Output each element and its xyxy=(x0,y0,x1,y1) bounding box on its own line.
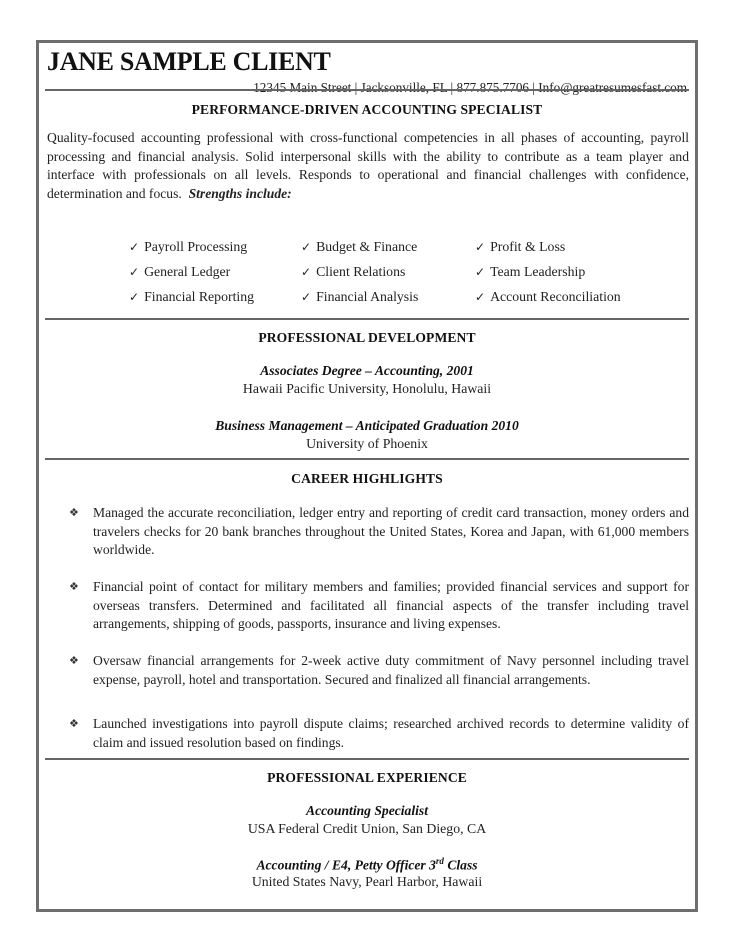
diamond-bullet-icon: ❖ xyxy=(69,506,79,519)
strength-item: ✓ Financial Analysis xyxy=(301,289,419,304)
job-employer: United States Navy, Pearl Harbor, Hawaii xyxy=(251,874,483,889)
section-divider xyxy=(45,758,689,760)
education-school: University of Phoenix xyxy=(306,436,428,451)
education-school: Hawaii Pacific University, Honolulu, Hawaii xyxy=(242,381,492,396)
strength-item: ✓ Profit & Loss xyxy=(475,239,566,254)
strength-item: ✓ Team Leadership xyxy=(475,264,586,279)
education-title: Associates Degree – Accounting, 2001 xyxy=(260,363,474,378)
diamond-bullet-icon: ❖ xyxy=(69,580,79,593)
strengths-label: Strengths include: xyxy=(188,185,292,201)
section-divider xyxy=(45,458,689,460)
job-title: Accounting Specialist xyxy=(306,803,428,818)
job-employer: USA Federal Credit Union, San Diego, CA xyxy=(247,821,487,836)
list-item: ❖ Managed the accurate reconciliation, ledger entry and reporting of credit card transaction, money orders and travelers checks for 20 bank branches throughout the United States, Korea and Japan, with 61,000 members worldwide. xyxy=(69,505,689,558)
list-item: ❖ Oversaw financial arrangements for 2-week active duty commitment of Navy personnel including travel expense, payroll, hotel and transportation. Secured and finalized all financial arrangements. xyxy=(69,653,689,687)
strength-item: ✓ General Ledger xyxy=(129,264,231,279)
list-item: ❖ Launched investigations into payroll dispute claims; researched archived records to determine validity of claim and issued resolution based on findings. xyxy=(69,716,689,750)
diamond-bullet-icon: ❖ xyxy=(69,654,79,667)
check-icon: ✓ xyxy=(129,240,140,254)
check-icon: ✓ xyxy=(129,290,140,304)
check-icon: ✓ xyxy=(475,290,486,304)
check-icon: ✓ xyxy=(129,265,140,279)
contact-line: 12345 Main Street | Jacksonville, FL | 877.875.7706 | Info@greatresumesfast.com xyxy=(253,80,687,95)
strength-item: ✓ Account Reconciliation xyxy=(475,289,621,304)
check-icon: ✓ xyxy=(301,240,312,254)
header-divider xyxy=(45,89,689,91)
check-icon: ✓ xyxy=(475,240,486,254)
section-divider xyxy=(45,318,689,320)
strength-item: ✓ Budget & Finance xyxy=(301,239,418,254)
check-icon: ✓ xyxy=(301,290,312,304)
summary-text: Quality-focused accounting professional with cross-functional competencies in all phases of accounting, payroll processing and financial analysis. Solid interpersonal skills with the ability to contribute as a team player and interface with professionals on all levels. Responds to operational and financial challenges with confidence, determination and focus. xyxy=(47,130,689,201)
check-icon: ✓ xyxy=(475,265,486,279)
job-title: Accounting / E4, Petty Officer 3rd Class xyxy=(256,856,478,873)
summary-heading: PERFORMANCE-DRIVEN ACCOUNTING SPECIALIST xyxy=(191,102,543,117)
resume-page xyxy=(36,40,698,912)
highlights-heading: CAREER HIGHLIGHTS xyxy=(291,471,443,486)
strength-item: ✓ Financial Reporting xyxy=(129,289,255,304)
check-icon: ✓ xyxy=(301,265,312,279)
education-title: Business Management – Anticipated Graduation 2010 xyxy=(215,418,519,433)
list-item: ❖ Financial point of contact for military members and families; provided financial services and support for overseas transfers. Determined and facilitated all financial aspects of the transfer including travel arrangements, shipping of goods, passports, insurance and living expenses. xyxy=(69,579,689,632)
experience-heading: PROFESSIONAL EXPERIENCE xyxy=(267,770,467,785)
development-heading: PROFESSIONAL DEVELOPMENT xyxy=(258,330,476,345)
candidate-name: JANE SAMPLE CLIENT xyxy=(47,47,331,76)
summary-paragraph xyxy=(47,129,689,203)
strength-item: ✓ Payroll Processing xyxy=(129,239,248,254)
diamond-bullet-icon: ❖ xyxy=(69,717,79,730)
strength-item: ✓ Client Relations xyxy=(301,264,406,279)
